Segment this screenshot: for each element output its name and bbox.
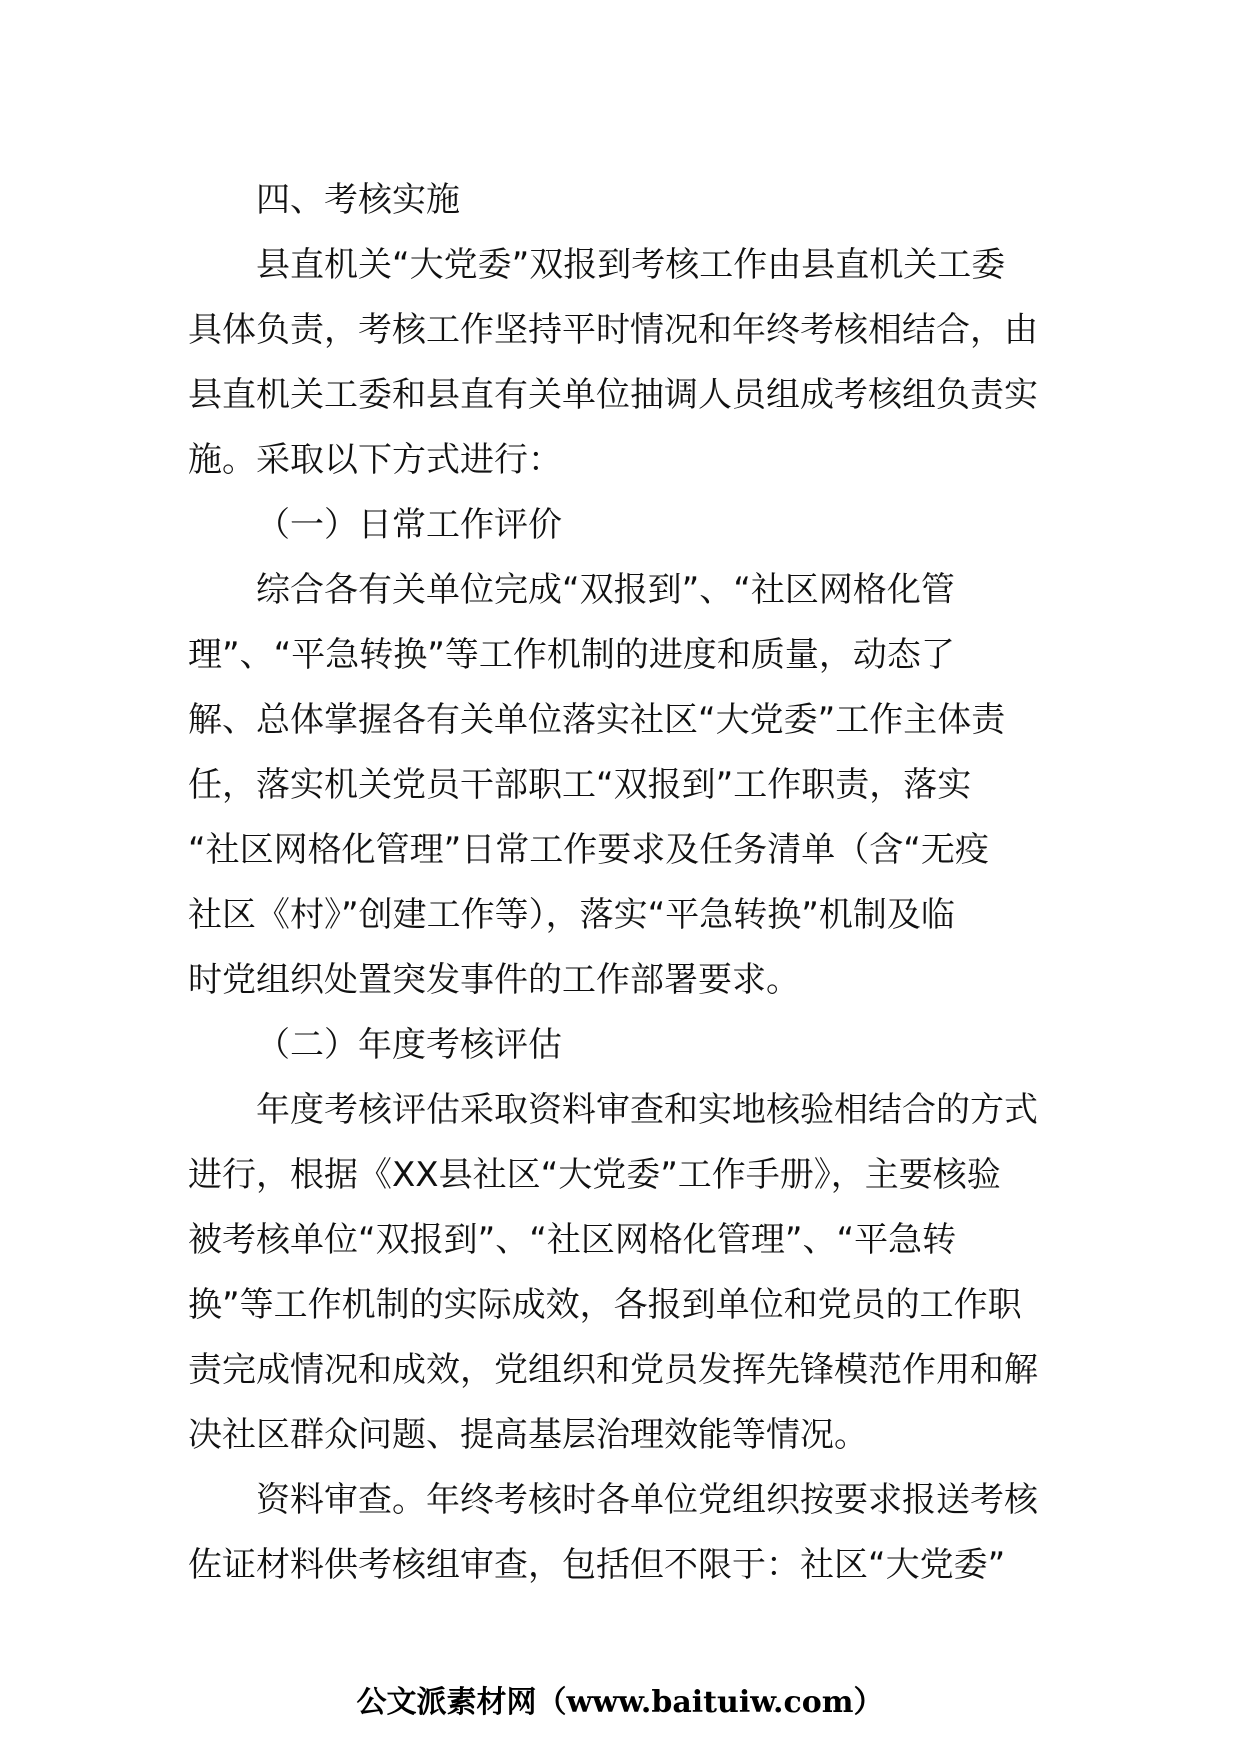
- paragraph-line: 理”、“平急转换”等工作机制的进度和质量，动态了: [188, 635, 955, 675]
- paragraph-line: 佐证材料供考核组审查，包括但不限于：社区“大党委”: [188, 1545, 1006, 1585]
- paragraph-line: 进行，根据《XX县社区“大党委”工作手册》，主要核验: [188, 1155, 1001, 1195]
- paragraph-line: 施。采取以下方式进行：: [188, 440, 562, 480]
- paragraph-line: 资料审查。年终考核时各单位党组织按要求报送考核: [256, 1480, 1038, 1520]
- paragraph-line: 被考核单位“双报到”、“社区网格化管理”、“平急转: [188, 1220, 957, 1260]
- paragraph-line: 时党组织处置突发事件的工作部署要求。: [188, 960, 800, 1000]
- paragraph-line: 具体负责，考核工作坚持平时情况和年终考核相结合，由: [188, 310, 1038, 350]
- subheading-1: （一）日常工作评价: [256, 505, 562, 545]
- footer-watermark: 公文派素材网（www.baituiw.com）: [356, 1685, 884, 1720]
- paragraph-line: “社区网格化管理”日常工作要求及任务清单（含“无疫: [188, 830, 989, 870]
- paragraph-line: 责完成情况和成效，党组织和党员发挥先锋模范作用和解: [188, 1350, 1038, 1390]
- subheading-2: （二）年度考核评估: [256, 1025, 562, 1065]
- paragraph-line: 决社区群众问题、提高基层治理效能等情况。: [188, 1415, 868, 1455]
- paragraph-line: 县直机关“大党委”双报到考核工作由县直机关工委: [256, 245, 1006, 285]
- document-body: [188, 168, 1054, 1598]
- paragraph-line: 换”等工作机制的实际成效，各报到单位和党员的工作职: [188, 1285, 1022, 1325]
- paragraph-line: 社区《村》”创建工作等），落实“平急转换”机制及临: [188, 895, 955, 935]
- paragraph-line: 年度考核评估采取资料审查和实地核验相结合的方式: [256, 1090, 1038, 1130]
- paragraph-line: 县直机关工委和县直有关单位抽调人员组成考核组负责实: [188, 375, 1038, 415]
- section-heading-4: 四、考核实施: [256, 180, 460, 220]
- paragraph-line: 任，落实机关党员干部职工“双报到”工作职责，落实: [188, 765, 972, 805]
- paragraph-line: 综合各有关单位完成“双报到”、“社区网格化管: [256, 570, 955, 610]
- paragraph-line: 解、总体掌握各有关单位落实社区“大党委”工作主体责: [188, 700, 1006, 740]
